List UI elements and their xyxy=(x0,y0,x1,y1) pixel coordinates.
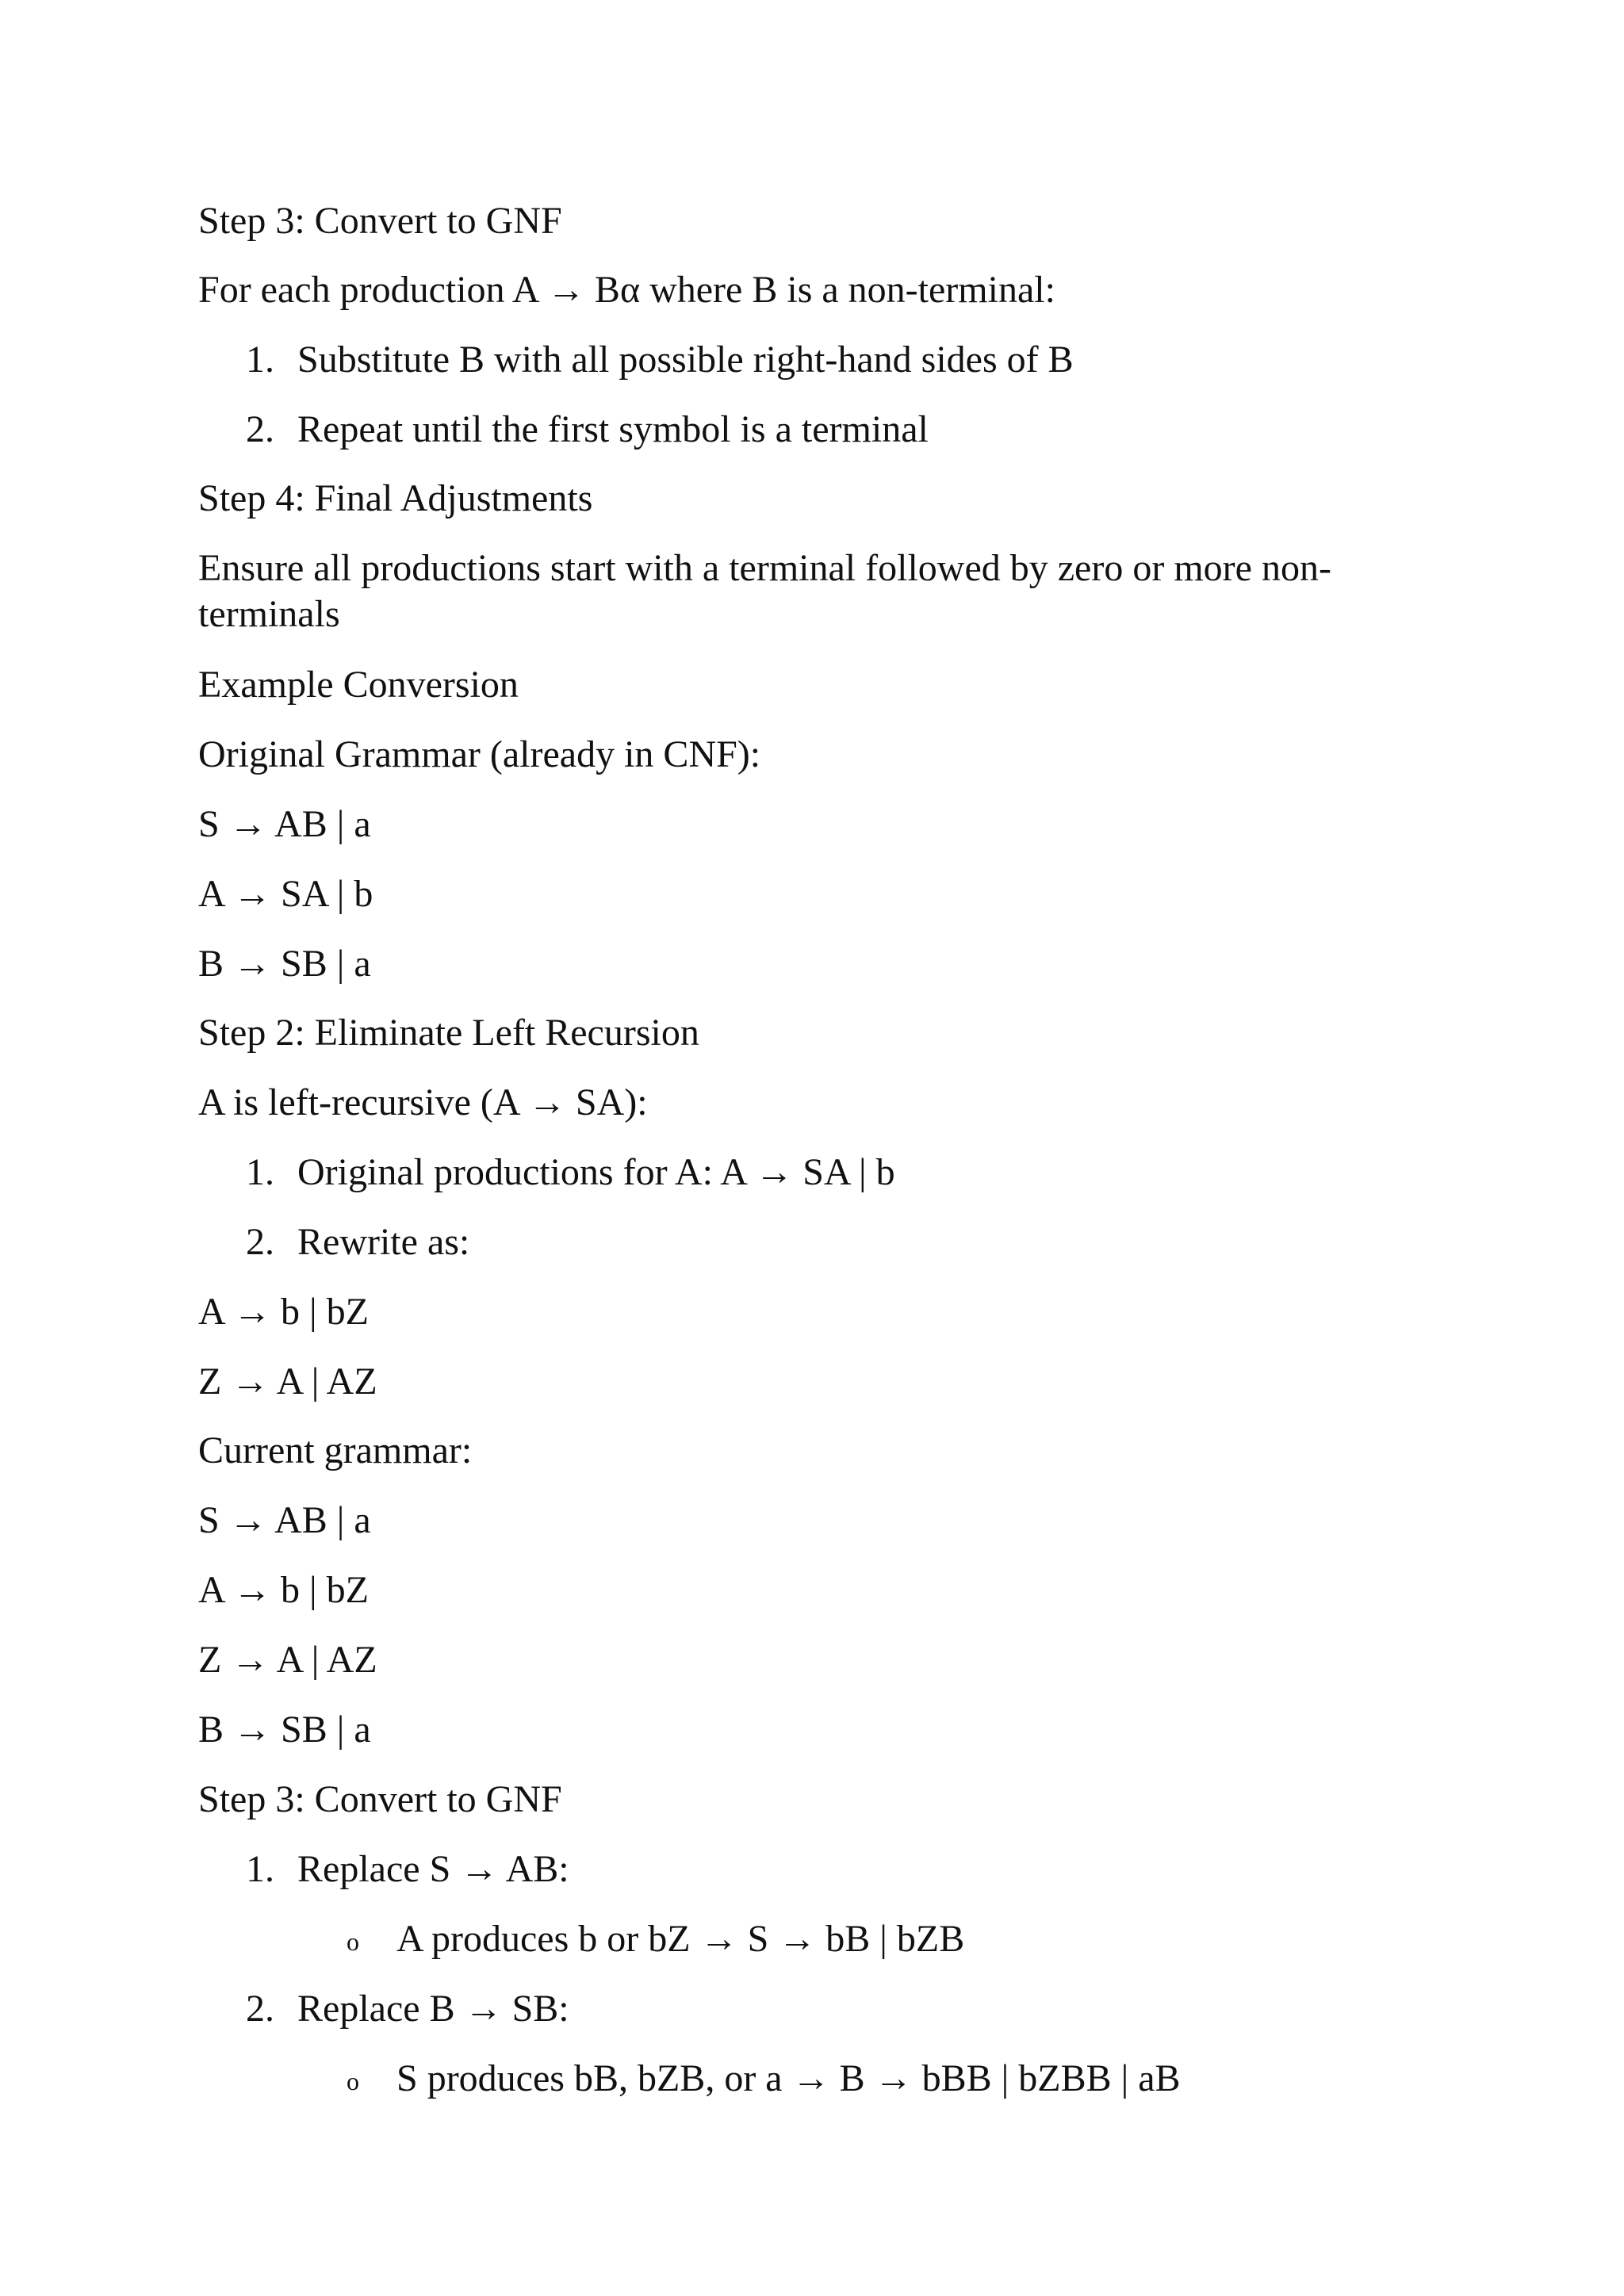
list-item-text: Substitute B with all possible right-hand sides of B xyxy=(297,339,1074,381)
circle-bullet-icon: o xyxy=(347,1927,359,1956)
grammar-rule: S → AB | a xyxy=(198,1499,371,1541)
step4-heading: Step 4: Final Adjustments xyxy=(198,477,593,519)
list-number: 2. xyxy=(246,1988,274,2030)
list-number: 2. xyxy=(246,408,274,450)
grammar-rule: A → SA | b xyxy=(198,873,373,915)
left-recursion-text: A is left-recursive (A → SA): xyxy=(198,1081,648,1123)
step4-text: Ensure all productions start with a terminal followed by zero or more non-terminals xyxy=(198,547,1331,635)
list-number: 1. xyxy=(246,1151,274,1193)
grammar-rule: A → b | bZ xyxy=(198,1291,369,1333)
step3-gnf-heading: Step 3: Convert to GNF xyxy=(198,1778,562,1820)
list-item-text: Rewrite as: xyxy=(297,1221,470,1263)
original-grammar-heading: Original Grammar (already in CNF): xyxy=(198,733,761,775)
list-item-text: Repeat until the first symbol is a terminal xyxy=(297,408,929,450)
current-grammar-heading: Current grammar: xyxy=(198,1429,473,1471)
grammar-rule: S → AB | a xyxy=(198,803,371,845)
list-item-text: Original productions for A: A → SA | b xyxy=(297,1151,895,1193)
grammar-rule: B → SB | a xyxy=(198,1709,371,1751)
list-number: 2. xyxy=(246,1221,274,1263)
list-number: 1. xyxy=(246,339,274,381)
list-item-text: Replace S → AB: xyxy=(297,1848,569,1890)
grammar-rule: A → b | bZ xyxy=(198,1569,369,1611)
grammar-rule: Z → A | AZ xyxy=(198,1360,377,1402)
grammar-rule: B → SB | a xyxy=(198,943,371,985)
sub-list-item-text: A produces b or bZ → S → bB | bZB xyxy=(396,1918,965,1960)
example-heading: Example Conversion xyxy=(198,664,519,706)
list-item-text: Replace B → SB: xyxy=(297,1988,569,2030)
gnf-intro-text: For each production A → Bα where B is a non-terminal: xyxy=(198,269,1055,311)
step3-heading: Step 3: Convert to GNF xyxy=(198,200,562,242)
list-number: 1. xyxy=(246,1848,274,1890)
step2-heading: Step 2: Eliminate Left Recursion xyxy=(198,1012,699,1054)
sub-list-item-text: S produces bB, bZB, or a → B → bBB | bZBB | aB xyxy=(396,2057,1181,2099)
grammar-rule: Z → A | AZ xyxy=(198,1639,377,1681)
circle-bullet-icon: o xyxy=(347,2067,359,2095)
